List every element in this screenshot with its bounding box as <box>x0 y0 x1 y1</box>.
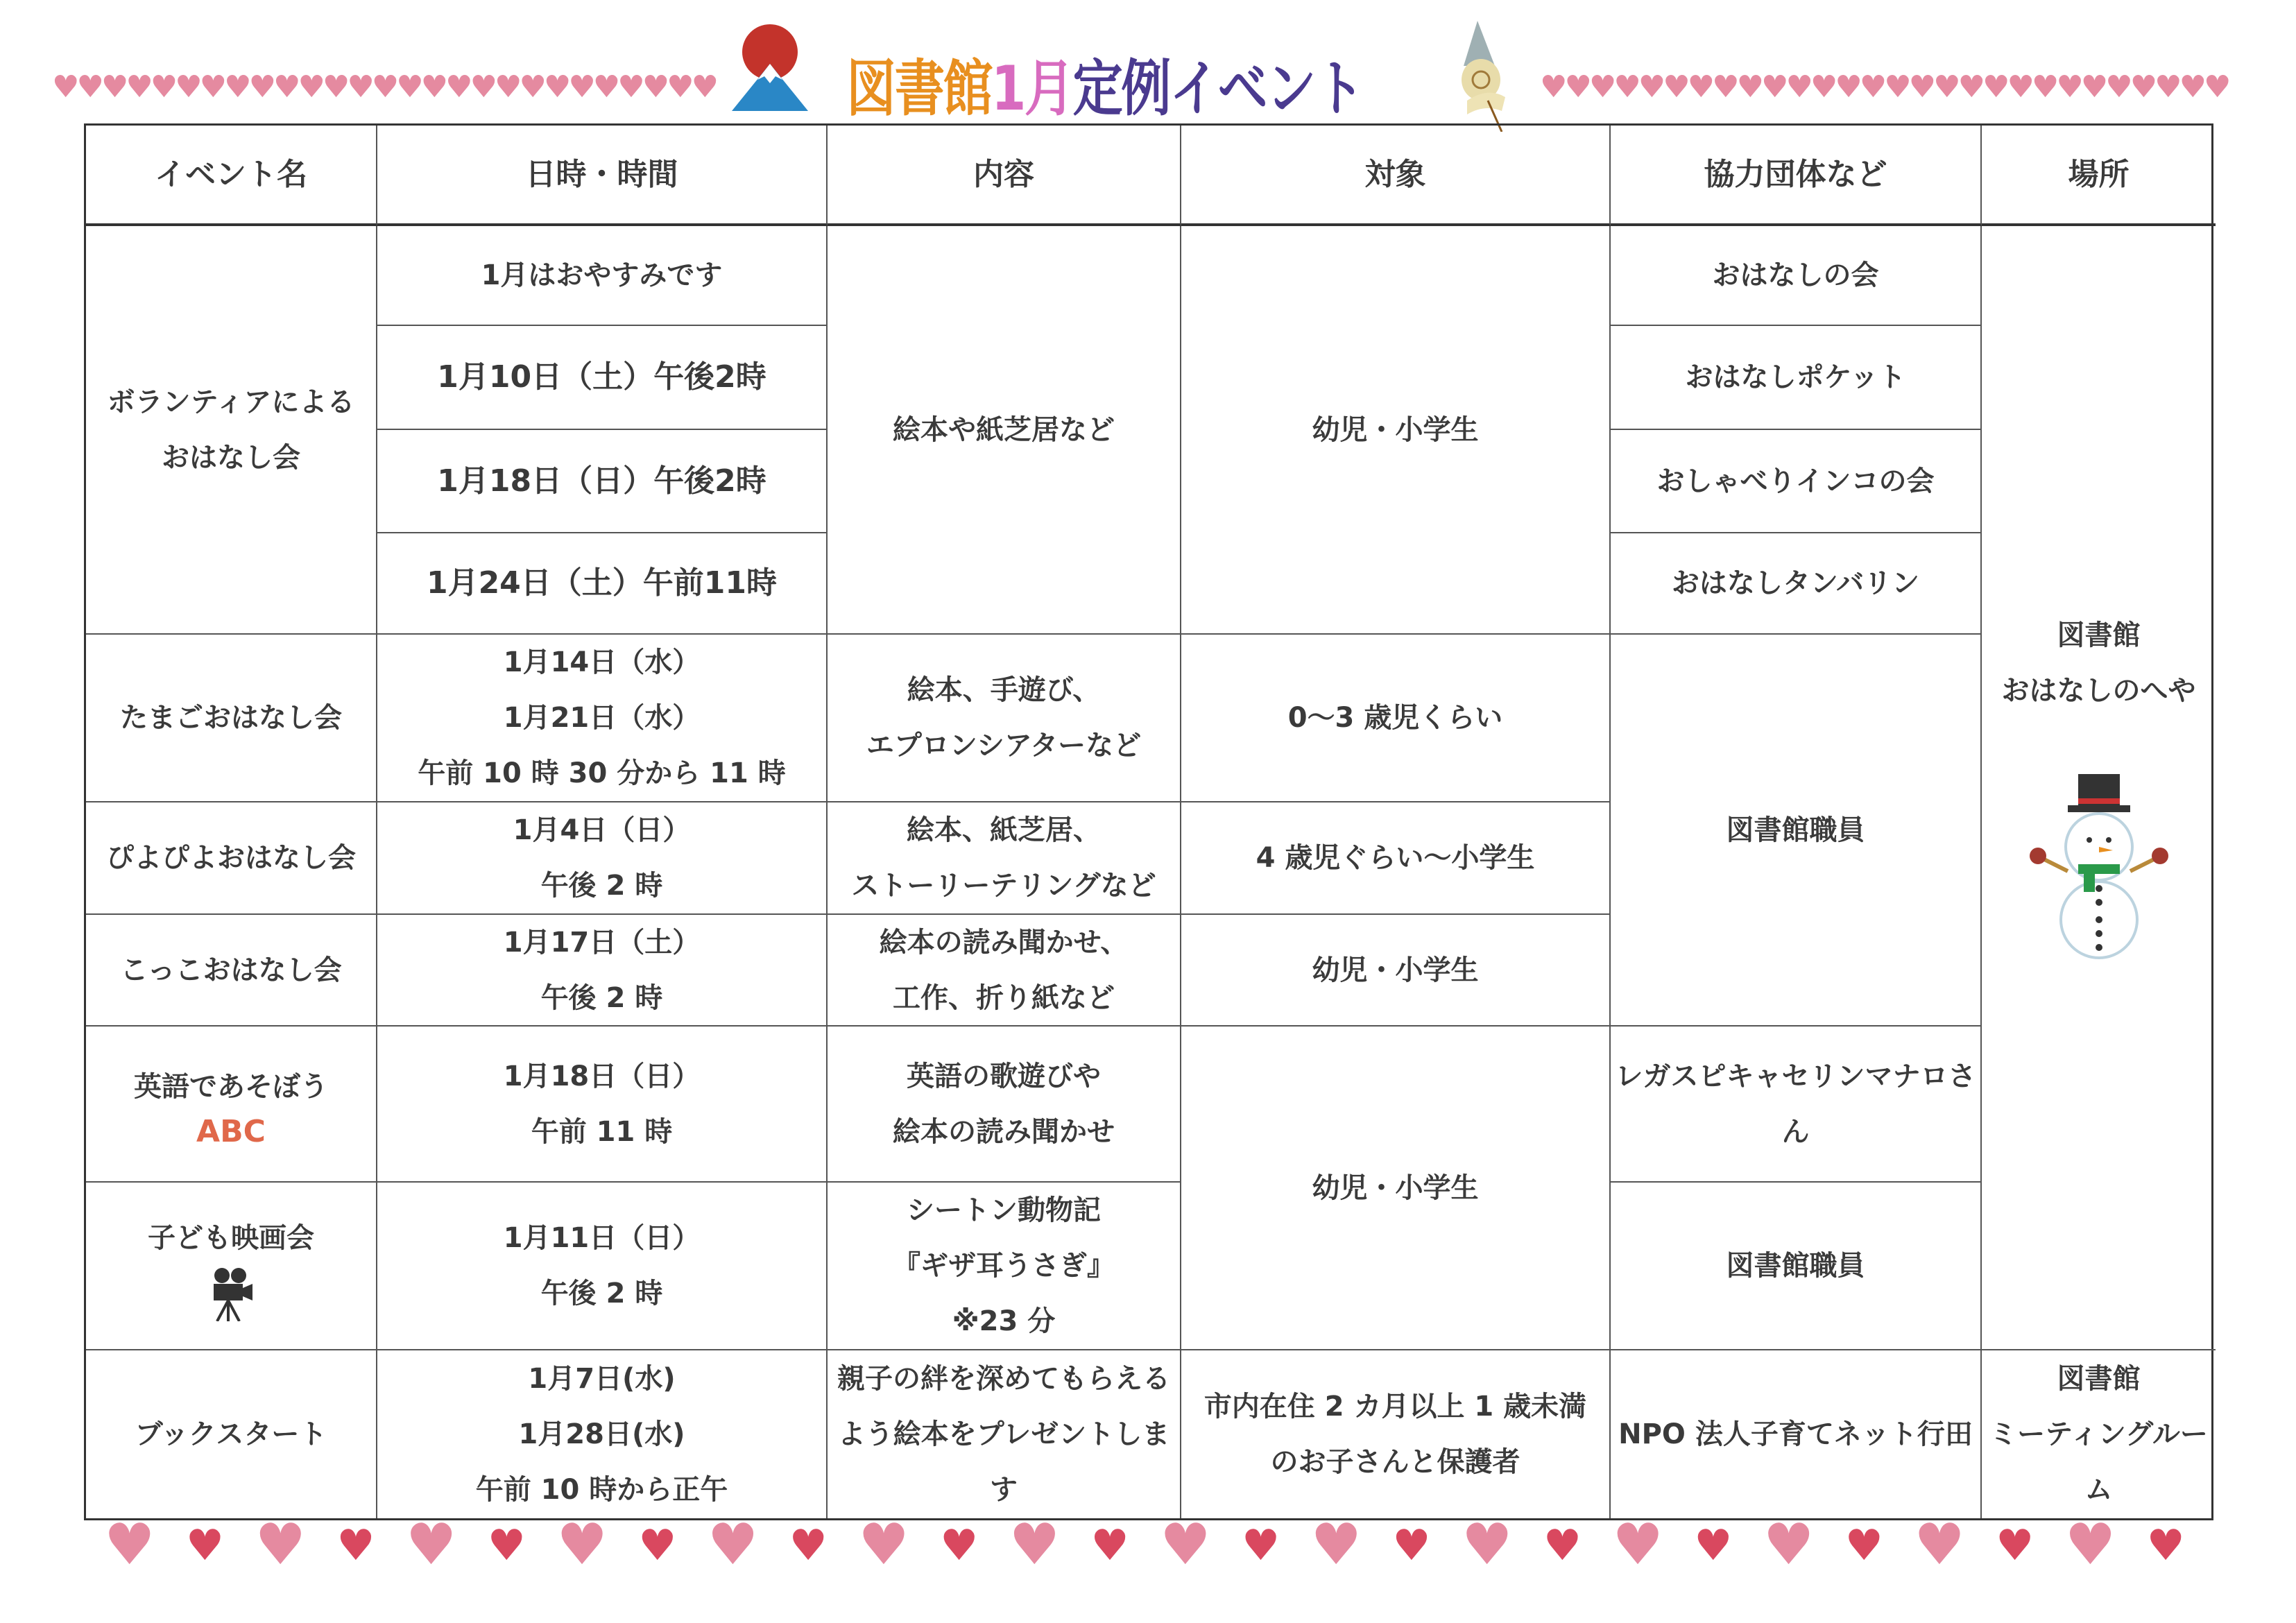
date-cell: 1月24日（土）午前11時 <box>377 533 828 635</box>
partner-cell: おはなしの会 <box>1611 226 1982 326</box>
heart-icon: ♥ <box>858 1512 909 1578</box>
date-line: 午前 10 時 30 分から 11 時 <box>418 757 786 789</box>
events-table <box>84 123 2213 1520</box>
target-cell: 0〜3 歳児くらい <box>1181 635 1611 802</box>
target-cell: 幼児・小学生 <box>1181 915 1611 1027</box>
date-cell <box>377 1027 828 1183</box>
place-line: 図書館 <box>2057 1363 2141 1395</box>
heart-icon: ♥ <box>940 1520 979 1570</box>
title-part-events: 定例イベント <box>1072 53 1363 124</box>
content-line: 絵本、手遊び、 <box>907 674 1101 706</box>
new-year-ornament-icon <box>1453 17 1530 132</box>
title-part-library: 図書館 <box>846 53 992 124</box>
date-line: 1月4日（日） <box>513 814 691 846</box>
date-cell <box>377 1350 828 1518</box>
event-name-line: 英語であそぼう <box>134 1070 328 1103</box>
header-datetime: 日時・時間 <box>377 126 828 226</box>
date-line: 1月21日（水） <box>503 702 701 734</box>
event-name-english <box>86 1027 377 1183</box>
place-line: 図書館 <box>2057 619 2141 651</box>
date-line: 1月28日(水) <box>518 1418 685 1450</box>
header-place: 場所 <box>1982 126 2216 226</box>
partner-cell: おしゃべりインコの会 <box>1611 430 1982 533</box>
hearts-decoration-bottom <box>104 1512 2185 1578</box>
event-name-movie <box>86 1183 377 1350</box>
heart-icon: ♥ <box>1009 1512 1061 1578</box>
date-line: 午前 11 時 <box>531 1115 673 1148</box>
heart-icon: ♥ <box>185 1520 225 1570</box>
heart-icon: ♥ <box>1844 1520 1883 1570</box>
partner-cell: おはなしタンバリン <box>1611 533 1982 635</box>
heart-icon: ♥ <box>1914 1512 1965 1578</box>
heart-icon: ♥ <box>638 1520 677 1570</box>
target-cell: 幼児・小学生 <box>1181 1027 1611 1350</box>
heart-icon: ♥ <box>2146 1520 2185 1570</box>
content-line: 工作、折り紙など <box>893 981 1115 1014</box>
header-target: 対象 <box>1181 126 1611 226</box>
target-cell <box>1181 1350 1611 1518</box>
snowman-icon <box>2023 760 2175 968</box>
partner-cell: おはなしポケット <box>1611 326 1982 430</box>
heart-icon: ♥ <box>789 1520 828 1570</box>
content-line: エプロンシアターなど <box>866 730 1142 762</box>
event-name-bookstart: ブックスタート <box>86 1350 377 1518</box>
date-cell: 1月10日（土）午後2時 <box>377 326 828 430</box>
mount-fuji-icon <box>728 21 812 114</box>
content-line: 英語の歌遊びや <box>907 1060 1101 1092</box>
place-line: おはなしのへや <box>2001 674 2196 707</box>
heart-icon: ♥ <box>487 1520 526 1570</box>
title-part-month: 1月 <box>991 53 1073 124</box>
heart-icon: ♥ <box>255 1512 306 1578</box>
date-line: 1月18日（日） <box>503 1060 701 1092</box>
target-line: 市内在住 2 カ月以上 1 歳未満 <box>1203 1391 1587 1423</box>
heart-icon: ♥ <box>1694 1520 1733 1570</box>
date-cell <box>377 915 828 1027</box>
heart-icon: ♥ <box>1090 1520 1129 1570</box>
date-line: 1月17日（土） <box>503 926 701 959</box>
event-name-kokko: こっこおはなし会 <box>86 915 377 1027</box>
header-partners: 協力団体など <box>1611 126 1982 226</box>
date-line: 午後 2 時 <box>540 981 663 1014</box>
heart-icon: ♥ <box>405 1512 457 1578</box>
content-line: 親子の絆を深めてもらえる <box>837 1363 1170 1395</box>
event-name-line: ボランティアによる <box>107 386 355 418</box>
content-cell <box>828 802 1181 915</box>
hearts-decoration-left: ♥♥♥♥♥♥♥♥♥♥♥♥♥♥♥♥♥♥♥♥♥♥♥♥♥♥♥ <box>52 69 717 105</box>
heart-icon: ♥ <box>2064 1512 2116 1578</box>
abc-icon: ABC <box>196 1113 266 1149</box>
heart-icon: ♥ <box>1543 1520 1582 1570</box>
date-cell <box>377 1183 828 1350</box>
event-name-volunteer <box>86 226 377 635</box>
target-cell: 幼児・小学生 <box>1181 226 1611 635</box>
movie-camera-icon <box>207 1266 255 1321</box>
date-line: 午前 10 時から正午 <box>475 1474 728 1506</box>
date-line: 1月11日（日） <box>503 1222 701 1254</box>
date-cell <box>377 802 828 915</box>
target-cell: 4 歳児ぐらい〜小学生 <box>1181 802 1611 915</box>
heart-icon: ♥ <box>1310 1512 1362 1578</box>
date-cell: 1月はおやすみです <box>377 226 828 326</box>
content-line: 絵本、紙芝居、 <box>907 814 1101 846</box>
heart-icon: ♥ <box>1763 1512 1815 1578</box>
heart-icon: ♥ <box>1392 1520 1431 1570</box>
heart-icon: ♥ <box>556 1512 608 1578</box>
hearts-decoration-right: ♥♥♥♥♥♥♥♥♥♥♥♥♥♥♥♥♥♥♥♥♥♥♥♥♥♥♥♥ <box>1540 69 2229 105</box>
date-cell: 1月18日（日）午後2時 <box>377 430 828 533</box>
content-line: ※23 分 <box>952 1305 1056 1337</box>
date-line: 1月14日（水） <box>503 646 701 678</box>
heart-icon: ♥ <box>1612 1512 1663 1578</box>
page-title <box>846 40 1363 128</box>
content-cell <box>828 1350 1181 1518</box>
event-name-line: 子ども映画会 <box>148 1222 314 1254</box>
event-name-line: おはなし会 <box>162 441 300 474</box>
content-cell: 絵本や紙芝居など <box>828 226 1181 635</box>
heart-icon: ♥ <box>1996 1520 2034 1570</box>
place-line: ミーティングルーム <box>1989 1418 2208 1506</box>
place-cell-main <box>1982 226 2216 1350</box>
event-name-piyopiyo: ぴよぴよおはなし会 <box>86 802 377 915</box>
date-line: 1月7日(水) <box>528 1363 676 1395</box>
content-cell <box>828 1183 1181 1350</box>
partner-cell: レガスピキャセリンマナロさん <box>1611 1027 1982 1183</box>
date-line: 午後 2 時 <box>540 870 663 902</box>
heart-icon: ♥ <box>1461 1512 1513 1578</box>
event-name-tamago: たまごおはなし会 <box>86 635 377 802</box>
content-cell <box>828 915 1181 1027</box>
content-line: 『ギザ耳うさぎ』 <box>893 1250 1115 1282</box>
heart-icon: ♥ <box>1241 1520 1280 1570</box>
partner-cell: 図書館職員 <box>1611 635 1982 1027</box>
heart-icon: ♥ <box>1160 1512 1211 1578</box>
target-line: のお子さんと保護者 <box>1270 1446 1520 1478</box>
partner-cell: NPO 法人子育てネット行田 <box>1611 1350 1982 1518</box>
content-line: 絵本の読み聞かせ <box>893 1115 1115 1148</box>
content-line: シートン動物記 <box>907 1194 1101 1226</box>
content-line: ストーリーテリングなど <box>851 870 1156 902</box>
heart-icon: ♥ <box>336 1520 375 1570</box>
content-cell <box>828 635 1181 802</box>
place-cell <box>1982 1350 2216 1518</box>
header-event-name: イベント名 <box>86 126 377 226</box>
date-cell <box>377 635 828 802</box>
header-content: 内容 <box>828 126 1181 226</box>
heart-icon: ♥ <box>707 1512 759 1578</box>
partner-cell: 図書館職員 <box>1611 1183 1982 1350</box>
content-cell <box>828 1027 1181 1183</box>
content-line: よう絵本をプレゼントします <box>837 1418 1170 1506</box>
content-line: 絵本の読み聞かせ、 <box>879 926 1129 959</box>
heart-icon: ♥ <box>104 1512 155 1578</box>
date-line: 午後 2 時 <box>540 1278 663 1309</box>
